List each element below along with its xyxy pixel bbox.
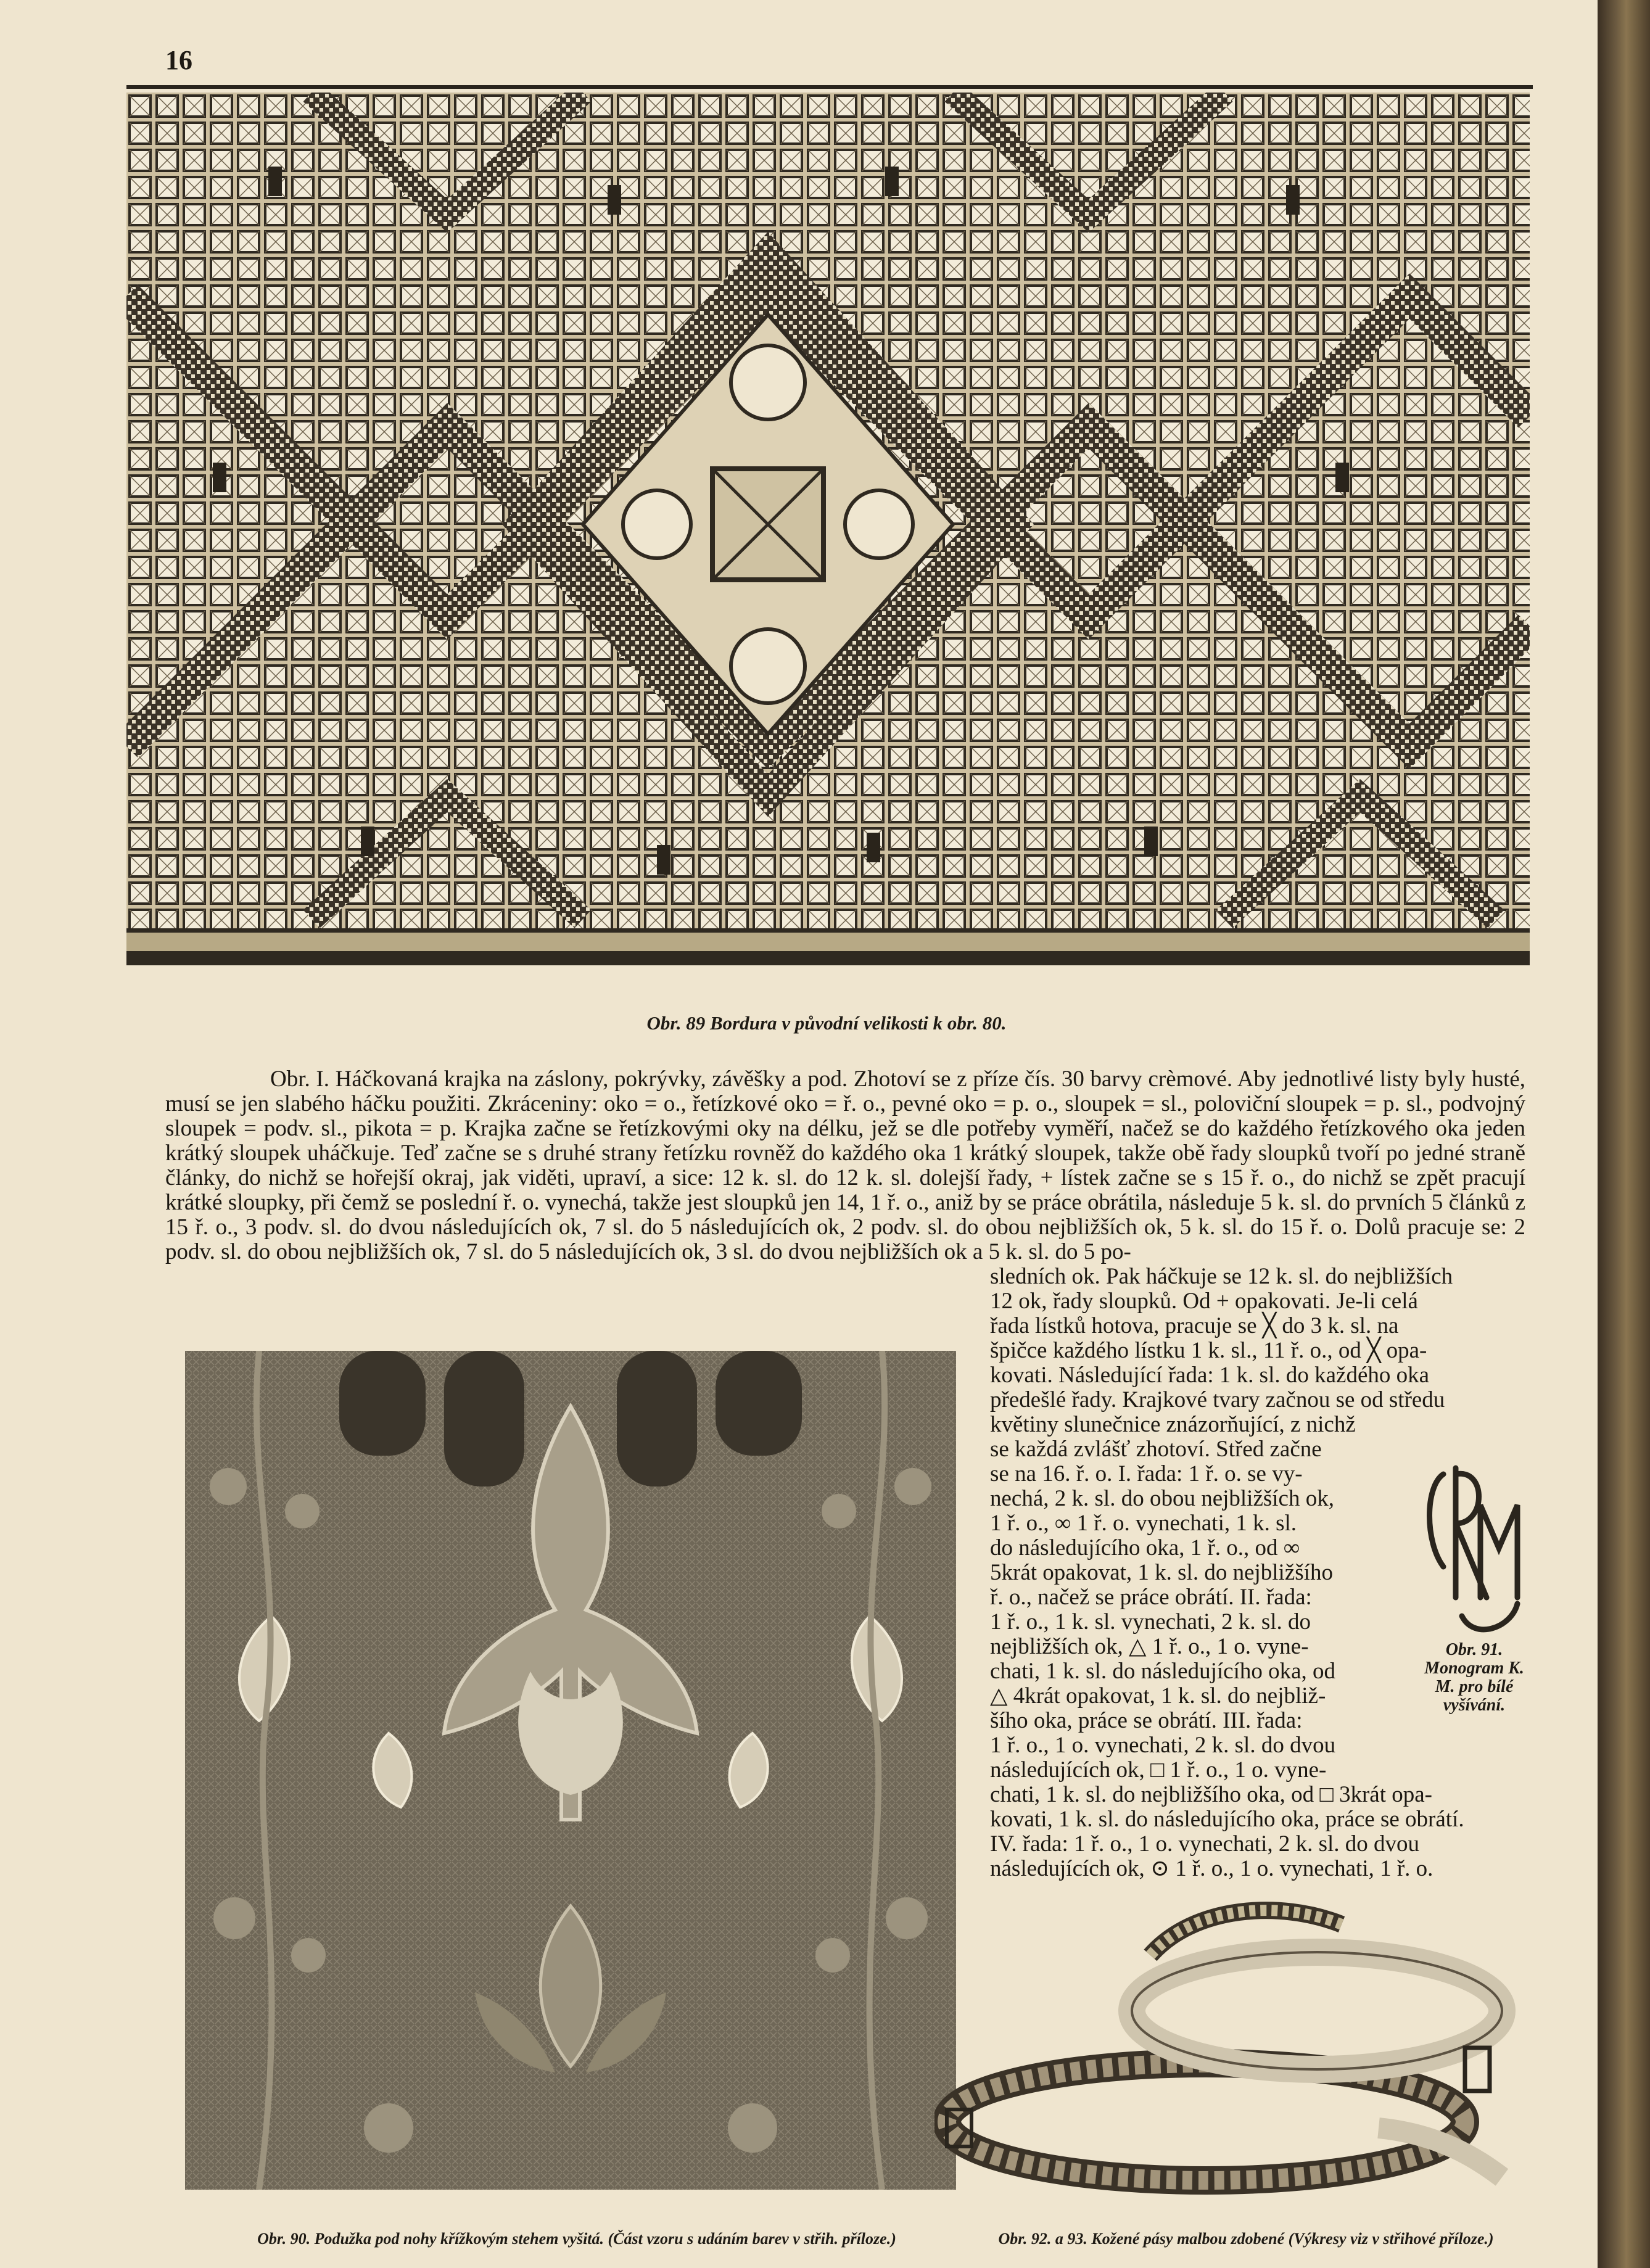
column-line: 12 ok, řady sloupků. Od + opakovati. Je-li celá <box>990 1289 1418 1314</box>
column-line: chati, 1 k. sl. do následujícího oka, od <box>990 1659 1336 1684</box>
figure-89-caption: Obr. 89 Bordura v původní velikosti k obr. 80. <box>646 1012 1007 1034</box>
page-number: 16 <box>165 45 192 75</box>
article-paragraph: Obr. I. Háčkovaná krajka na záslony, pokrývky, závěšky a pod. Zhotoví se z příze čís. 30 barvy crèmové. Aby jednotlivé listy byly husté, musí se jen slabého háčku použiti. Zkráceniny: oko = o., řetízkové oko = ř. o., pevné oko = p. o., sloupek = sl., poloviční sloupek = p. sl., podvojný sloupek = podv. sl., pikota = p. Krajka začne se řetízkovými oky na délku, jež se dle potřeby vyměří, načež se do každého řetízkového oka jeden krátký sloupek uháčkuje. Teď začne se s druhé strany řetízku rovněž do každého oka 1 krátký sloupek, takže obě řady sloupků tvoří po jedné straně články, do nichž se hořejší okraj, jak viděti, upraví, a sice: 12 k. sl. do 12 k. sl. dolejší řady, + lístek začne se s 15 ř. o., do nichž se zpět pracují krátké sloupky, při čemž se poslední ř. o. vynechá, takže jest sloupků jen 14, 1 ř. o., aniž by se práce obrátila, následuje 5 k. sl. do prvních 5 článků z 15 ř. o., 3 podv. sl. do dvou následujících ok, 7 sl. do 5 následujících ok, 2 podv. sl. do obou nejbližších ok, 5 k. sl. do 15 ř. o. Dolů pracuje se: 2 podv. sl. do obou nejbližších ok, 7 sl. do 5 následujících ok, 3 sl. do dvou nejbližších ok a 5 k. sl. do 5 po- <box>165 1066 1525 1264</box>
book-binding-edge <box>1598 0 1650 2268</box>
column-line: kovati, 1 k. sl. do následujícího oka, práce se obrátí. <box>990 1807 1464 1832</box>
column-line: šího oka, práce se obrátí. III. řada: <box>990 1708 1303 1733</box>
column-line: ř. o., načež se práce obrátí. II. řada: <box>990 1585 1312 1610</box>
column-line: květiny slunečnice znázorňující, z nichž <box>990 1412 1356 1437</box>
column-line: předešlé řady. Krajkové tvary začnou se od středu <box>990 1387 1445 1412</box>
column-line: 1 ř. o., 1 k. sl. vynechati, 2 k. sl. do <box>990 1609 1311 1635</box>
top-rule <box>126 85 1533 89</box>
figure-90-caption: Obr. 90. Podužka pod nohy křížkovým stehem vyšitá. (Část vzoru s udáním barev v střih. příloze.) <box>257 2230 896 2248</box>
column-line: nechá, 2 k. sl. do obou nejbližších ok, <box>990 1486 1334 1511</box>
column-line: se každá zvlášť zhotoví. Střed začne <box>990 1437 1322 1462</box>
column-line: sledních ok. Pak háčkuje se 12 k. sl. do nejbližších <box>990 1264 1453 1289</box>
column-line: kovati. Následující řada: 1 k. sl. do každého oka <box>990 1363 1430 1388</box>
figure-89-border-image <box>126 93 1530 965</box>
column-line: řada lístků hotova, pracuje se ╳ do 3 k. sl. na <box>990 1313 1399 1338</box>
figure-90-cushion-image <box>185 1351 956 2190</box>
column-line: 5krát opakovat, 1 k. sl. do nejbližšího <box>990 1560 1333 1585</box>
figure-92-93-belts-image <box>934 1869 1527 2202</box>
column-line: 1 ř. o., ∞ 1 ř. o. vynechati, 1 k. sl. <box>990 1511 1297 1536</box>
column-line: do následujícího oka, 1 ř. o., od ∞ <box>990 1535 1300 1561</box>
column-line: špičce každého lístku 1 k. sl., 11 ř. o., od ╳ opa- <box>990 1338 1427 1363</box>
column-line: chati, 1 k. sl. do nejbližšího oka, od □ 3krát opa- <box>990 1782 1432 1807</box>
column-line: 1 ř. o., 1 o. vynechati, 2 k. sl. do dvou <box>990 1733 1336 1758</box>
column-line: následujících ok, ⊙ 1 ř. o., 1 o. vynechati, 1 ř. o. <box>990 1856 1433 1881</box>
column-line: IV. řada: 1 ř. o., 1 o. vynechati, 2 k. sl. do dvou <box>990 1831 1420 1857</box>
column-line: △ 4krát opakovat, 1 k. sl. do nejbliž- <box>990 1683 1326 1709</box>
column-line: se na 16. ř. o. I. řada: 1 ř. o. se vy- <box>990 1461 1303 1487</box>
column-line: nejbližších ok, △ 1 ř. o., 1 o. vyne- <box>990 1634 1309 1659</box>
column-line: následujících ok, □ 1 ř. o., 1 o. vyne- <box>990 1757 1327 1783</box>
article-paragraph-full <box>165 1067 1525 1264</box>
figure-92-93-caption: Obr. 92. a 93. Kožené pásy malbou zdobené (Výkresy viz v střihové příloze.) <box>998 2230 1494 2248</box>
figure-91-caption: Obr. 91. Monogram K. M. pro bílé vyšívání. <box>1424 1640 1524 1715</box>
figure-91-monogram-image <box>1419 1456 1530 1641</box>
